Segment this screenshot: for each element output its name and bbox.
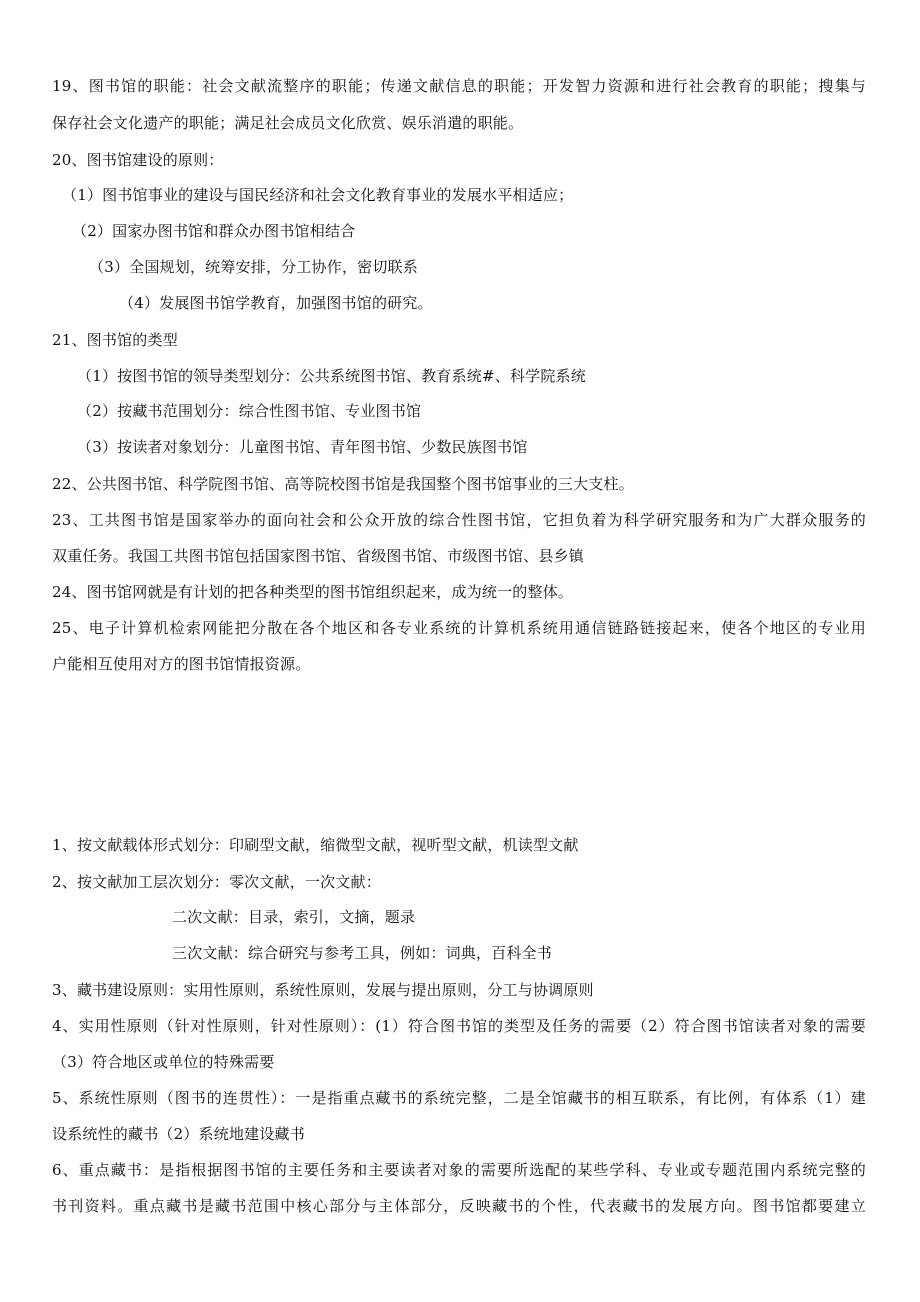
para-21-item-1: （1）按图书馆的领导类型划分：公共系统图书馆、教育系统#、科学院系统 (77, 367, 586, 385)
para-21-title: 21、图书馆的类型 (52, 331, 178, 349)
item-2-line-3: 三次文献：综合研究与参考工具，例如：词典，百科全书 (172, 944, 553, 962)
item-6-line-1: 6、重点藏书：是指根据图书馆的主要任务和主要读者对象的需要所选配的某些学科、专业或专题范围内系统完整的 (52, 1161, 866, 1179)
para-21-item-3: （3）按读者对象划分：儿童图书馆、青年图书馆、少数民族图书馆 (77, 438, 528, 456)
item-2-line-1: 2、按文献加工层次划分：零次文献，一次文献： (52, 873, 381, 891)
item-5-line-1: 5、系统性原则（图书的连贯性）：一是指重点藏书的系统完整，二是全馆藏书的相互联系，有比例，有体系（1）建 (52, 1089, 866, 1107)
para-19-line-2: 保存社会文化遗产的职能；满足社会成员文化欣赏、娱乐消遣的职能。 (52, 114, 524, 132)
para-20-item-3: （3）全国规划，统筹安排，分工协作，密切联系 (89, 258, 418, 276)
para-19-line-1: 19、图书馆的职能：社会文献流整序的职能；传递文献信息的职能；开发智力资源和进行社会教育的职能；搜集与 (52, 77, 866, 95)
para-21-item-2: （2）按藏书范围划分：综合性图书馆、专业图书馆 (77, 402, 422, 420)
item-2-line-2: 二次文献：目录，索引，文摘，题录 (172, 908, 416, 926)
item-6-line-2: 书刊资料。重点藏书是藏书范围中核心部分与主体部分，反映藏书的个性，代表藏书的发展方向。图书馆都要建立 (52, 1197, 866, 1215)
item-5-line-2: 设系统性的藏书（2）系统地建设藏书 (52, 1125, 305, 1143)
item-4-line-1: 4、实用性原则（针对性原则，针对性原则）：(1）符合图书馆的类型及任务的需要（2）符合图书馆读者对象的需要 (52, 1017, 866, 1035)
item-1: 1、按文献载体形式划分：印刷型文献，缩微型文献，视听型文献，机读型文献 (52, 836, 579, 854)
para-20-item-1: （1）图书馆事业的建设与国民经济和社会文化教育事业的发展水平相适应； (62, 186, 574, 204)
para-22: 22、公共图书馆、科学院图书馆、高等院校图书馆是我国整个图书馆事业的三大支柱。 (52, 475, 634, 493)
para-24: 24、图书馆网就是有计划的把各种类型的图书馆组织起来，成为统一的整体。 (52, 583, 574, 601)
item-4-line-2: （3）符合地区或单位的特殊需要 (52, 1053, 275, 1071)
para-25-line-1: 25、电子计算机检索网能把分散在各个地区和各专业系统的计算机系统用通信链路链接起来，使各个地区的专业用 (52, 619, 866, 637)
item-3: 3、藏书建设原则：实用性原则，系统性原则，发展与提出原则，分工与协调原则 (52, 981, 594, 999)
para-20-item-2: （2）国家办图书馆和群众办图书馆相结合 (72, 222, 356, 240)
para-25-line-2: 户能相互使用对方的图书馆情报资源。 (52, 655, 311, 673)
para-20-item-4: （4）发展图书馆学教育，加强图书馆的研究。 (119, 294, 433, 312)
para-23-line-1: 23、工共图书馆是国家举办的面向社会和公众开放的综合性图书馆，它担负着为科学研究服务和为广大群众服务的 (52, 511, 866, 529)
para-20-title: 20、图书馆建设的原则： (52, 151, 224, 169)
para-23-line-2: 双重任务。我国工共图书馆包括国家图书馆、省级图书馆、市级图书馆、县乡镇 (52, 547, 585, 565)
